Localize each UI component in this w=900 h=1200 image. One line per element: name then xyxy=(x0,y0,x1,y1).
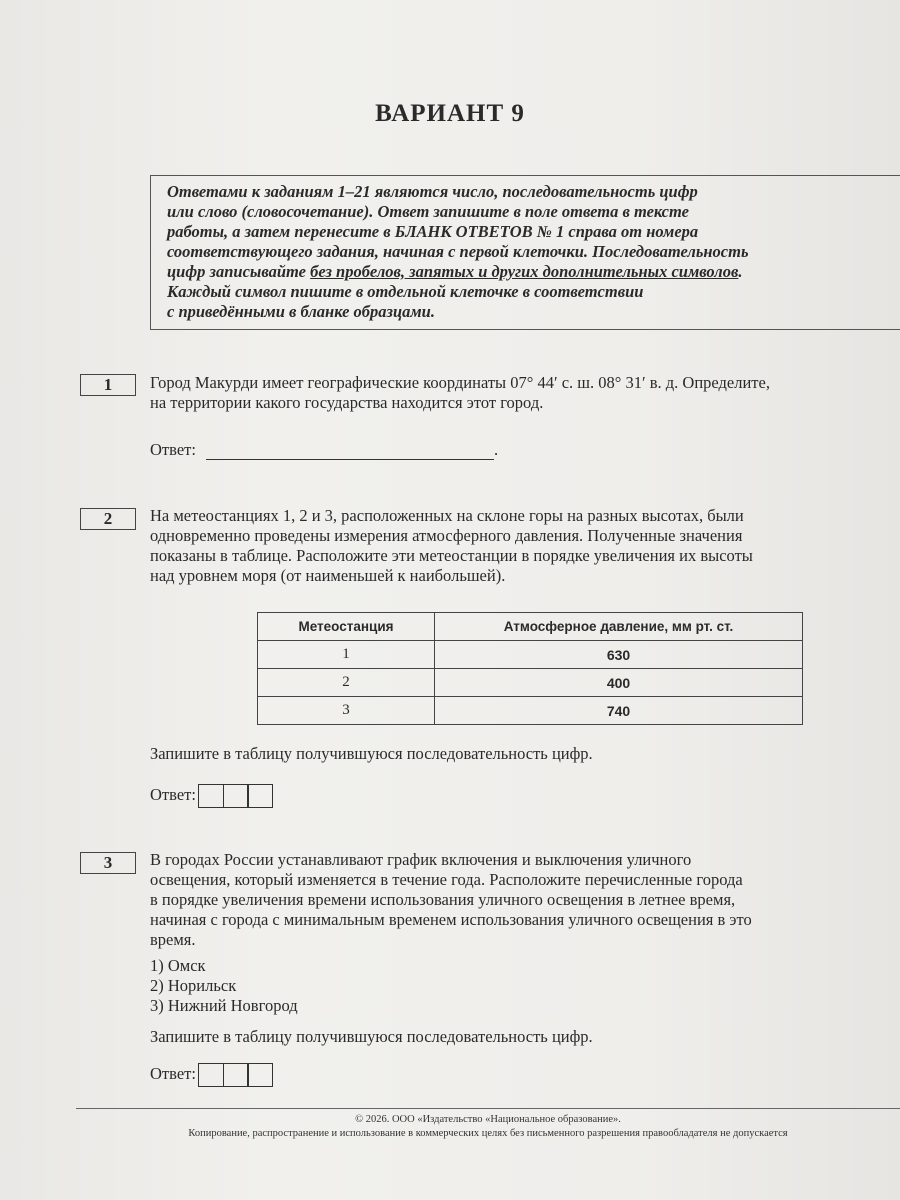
task-text-line: На метеостанциях 1, 2 и 3, расположенных на склоне горы на разных высотах, были xyxy=(150,506,744,525)
table-cell: 630 xyxy=(435,641,803,669)
table-cell: 2 xyxy=(258,669,435,697)
pressure-table xyxy=(257,612,803,725)
option-item: 2) Норильск xyxy=(150,976,237,995)
footer-divider xyxy=(76,1108,900,1109)
task-2-instruction: Запишите в таблицу получившуюся последовательность цифр. xyxy=(150,744,593,763)
task-number-box: 2 xyxy=(80,508,136,530)
task-text-line: на территории какого государства находится этот город. xyxy=(150,393,544,412)
option-item: 1) Омск xyxy=(150,956,206,975)
task-text-line: В городах России устанавливают график включения и выключения уличного xyxy=(150,850,692,869)
task-text-line: в порядке увеличения времени использования уличного освещения в летнее время, xyxy=(150,890,736,909)
task-2-text xyxy=(150,506,900,586)
page-title: ВАРИАНТ 9 xyxy=(375,100,525,127)
task-3-instruction: Запишите в таблицу получившуюся последовательность цифр. xyxy=(150,1027,593,1046)
task-1-answer xyxy=(150,440,498,460)
answer-cell[interactable] xyxy=(223,1063,249,1087)
footer-copyright: © 2026. ООО «Издательство «Национальное образование». xyxy=(355,1114,621,1125)
instructions-line: с приведёнными в бланке образцами. xyxy=(167,302,435,321)
task-1-text xyxy=(150,373,900,413)
task-text-line: показаны в таблице. Расположите эти метеостанции в порядке увеличения их высоты xyxy=(150,546,753,565)
answer-suffix: . xyxy=(493,440,499,459)
table-cell: 740 xyxy=(435,697,803,725)
task-3-options xyxy=(150,956,900,1016)
answer-cell[interactable] xyxy=(198,1063,224,1087)
instructions-line: соответствующего задания, начиная с первой клеточки. Последовательность xyxy=(167,242,749,261)
task-text-line: время. xyxy=(150,930,196,949)
instructions-line5-suffix: . xyxy=(738,262,743,281)
instructions-line: Каждый символ пишите в отдельной клеточке в соответствии xyxy=(167,282,644,301)
instructions-line: Ответами к заданиям 1–21 являются число, последовательность цифр xyxy=(167,182,698,201)
task-text-line: начиная с города с минимальным временем использования уличного освещения в это xyxy=(150,910,752,929)
task-2-answer xyxy=(150,784,273,808)
answer-label: Ответ: xyxy=(150,784,196,804)
answer-cells xyxy=(200,784,274,808)
table-cell: 400 xyxy=(435,669,803,697)
answer-label: Ответ: xyxy=(150,1063,196,1083)
instructions-line: работы, а затем перенесите в БЛАНК ОТВЕТОВ № 1 справа от номера xyxy=(167,222,699,241)
task-3-answer xyxy=(150,1063,273,1087)
task-number-box: 3 xyxy=(80,852,136,874)
answer-cell[interactable] xyxy=(198,784,224,808)
table-cell: 3 xyxy=(258,697,435,725)
instructions-underlined: без пробелов, запятых и других дополнительных символов xyxy=(310,262,739,281)
task-text-line: освещения, который изменяется в течение года. Расположите перечисленные города xyxy=(150,870,743,889)
table-header: Метеостанция xyxy=(258,613,435,641)
answer-label: Ответ: xyxy=(150,440,196,459)
answer-field[interactable] xyxy=(206,443,494,460)
instructions-line5-prefix: цифр записывайте xyxy=(167,262,311,281)
table-cell: 1 xyxy=(258,641,435,669)
table-row xyxy=(258,697,803,725)
answer-cells xyxy=(200,1063,274,1087)
task-number-box: 1 xyxy=(80,374,136,396)
instructions-line: или слово (словосочетание). Ответ запишите в поле ответа в тексте xyxy=(167,202,689,221)
table-header: Атмосферное давление, мм рт. ст. xyxy=(435,613,803,641)
instructions-box xyxy=(150,175,900,330)
instructions-line xyxy=(167,262,900,282)
answer-cell[interactable] xyxy=(247,784,273,808)
option-item: 3) Нижний Новгород xyxy=(150,996,298,1015)
task-text-line: над уровнем моря (от наименьшей к наибольшей). xyxy=(150,566,506,585)
footer-notice: Копирование, распространение и использование в коммерческих целях без письменного разрешения правообладателя не допускается xyxy=(188,1128,788,1139)
task-text-line: Город Макурди имеет географические координаты 07° 44′ с. ш. 08° 31′ в. д. Определите, xyxy=(150,373,770,392)
answer-cell[interactable] xyxy=(223,784,249,808)
task-text-line: одновременно проведены измерения атмосферного давления. Полученные значения xyxy=(150,526,743,545)
task-3-text xyxy=(150,850,900,950)
answer-cell[interactable] xyxy=(247,1063,273,1087)
table-row xyxy=(258,641,803,669)
table-row xyxy=(258,669,803,697)
